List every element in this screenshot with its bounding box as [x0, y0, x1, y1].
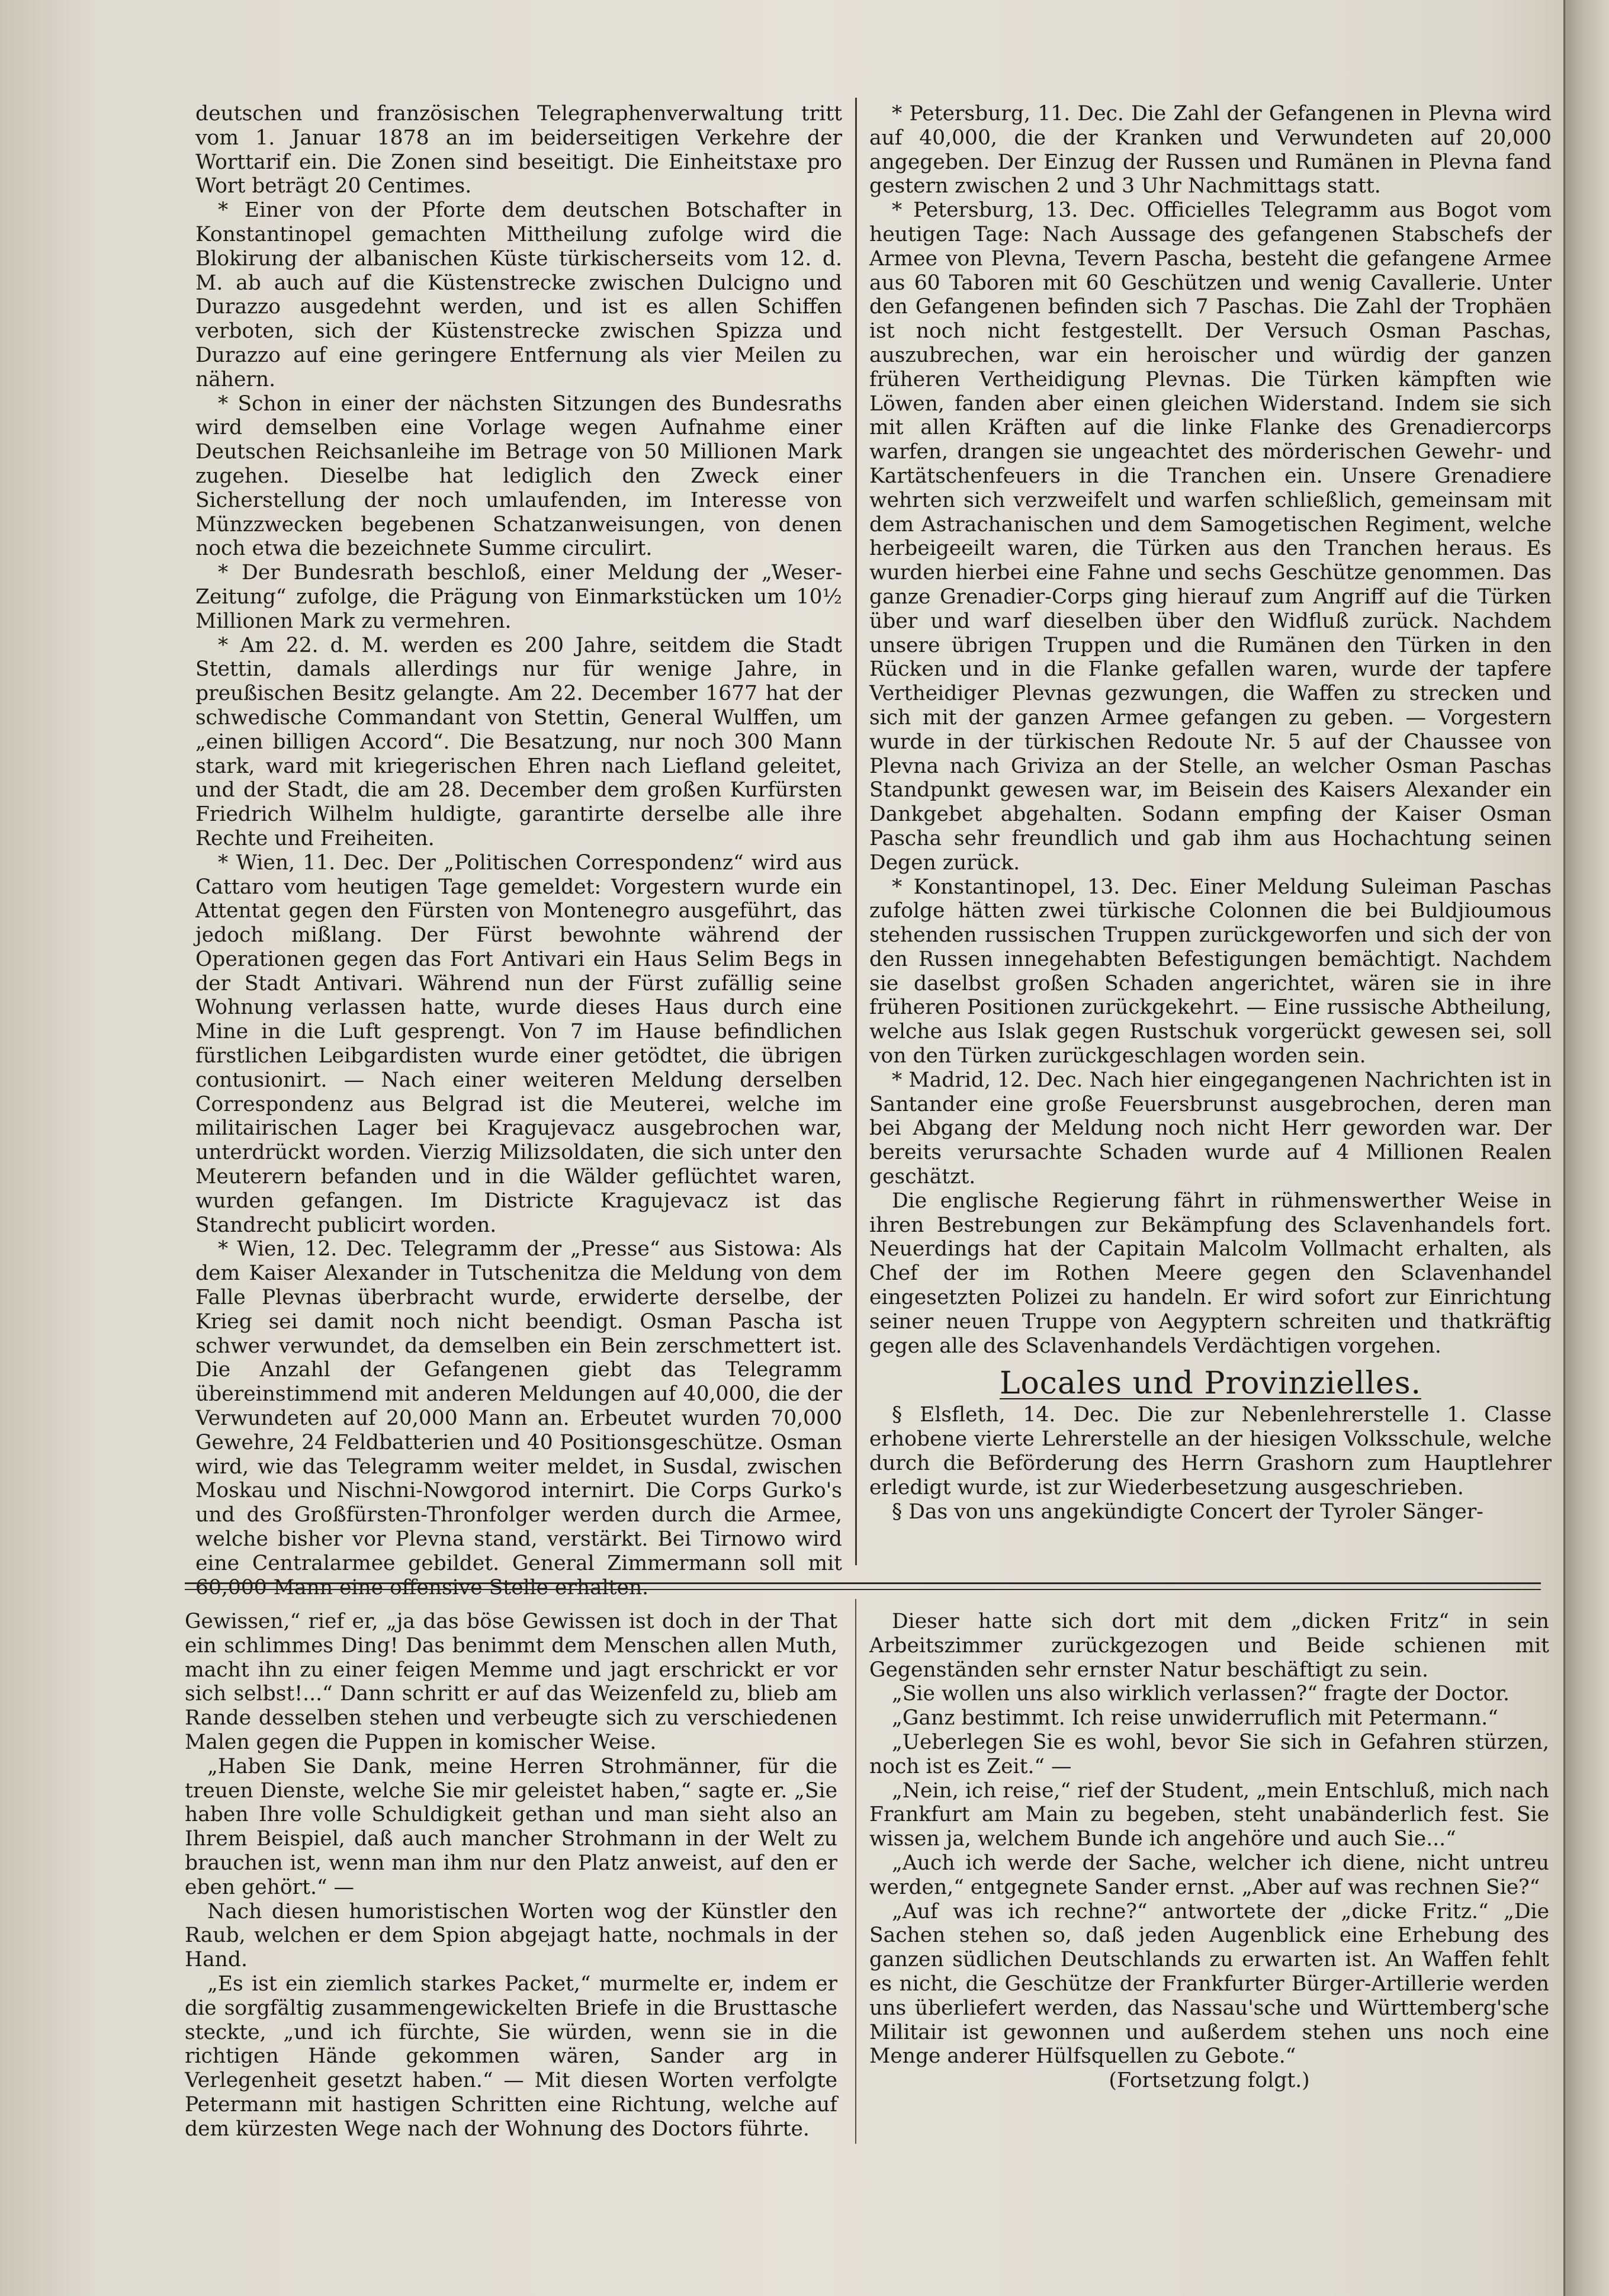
continuation-note: (Fortsetzung folgt.): [1109, 2069, 1310, 2093]
feuilleton-paragraph: Gewissen,“ rief er, „ja das böse Gewissen ist doch in der That ein schlimmes Ding! Das benimmt dem Menschen allen Muth, macht ihn zu einer feigen Memme und jagt erschrickt er vor sich selbst!...“ Dann schritt er auf das Weizenfeld zu, blieb am Rande desselben stehen und verbeugte sich zu verschiedenen Malen gegen die Puppen in komischer Weise.: [185, 1610, 837, 1754]
feuilleton-paragraph: „Nein, ich reise,“ rief der Student, „mein Entschluß, mich nach Frankfurt am Main zu begeben, steht unabänderlich fest. Sie wissen ja, welchem Bunde ich angehöre und auch Sie...“: [869, 1778, 1549, 1851]
feuilleton-column-right: [869, 1610, 1549, 2093]
feuilleton-paragraph: Dieser hatte sich dort mit dem „dicken Fritz“ in sein Arbeitszimmer zurückgezogen und Beide schienen mit Gegenständen sehr ernster Natur beschäftigt zu sein.: [869, 1610, 1549, 1682]
article-stettin: * Am 22. d. M. werden es 200 Jahre, seitdem die Stadt Stettin, damals allerdings nur für wenige Jahre, in preußischen Besitz gelangte. Am 22. December 1677 hat der schwedische Commandant von Stettin, General Wulffen, um „einen billigen Accord“. Die Besatzung, nur noch 300 Mann stark, ward mit kriegerischen Ehren nach Liefland geleitet, und der Stadt, die am 28. December dem großen Kurfürsten Friedrich Wilhelm huldigte, garantirte derselbe alle ihre Rechte und Freiheiten.: [195, 633, 842, 850]
section-heading: Locales und Provinzielles.: [999, 1366, 1422, 1402]
feuilleton-paragraph: „Sie wollen uns also wirklich verlassen?“ fragte der Doctor.: [892, 1682, 1510, 1706]
feuilleton-paragraph: Nach diesen humoristischen Worten wog der Künstler den Raub, welchen er dem Spion abgejagt hatte, nochmals in der Hand.: [185, 1899, 837, 1972]
article-petersburg-13: * Petersburg, 13. Dec. Officielles Telegramm aus Bogot vom heutigen Tage: Nach Aussage des gefangenen Stabschefs der Armee von Plevna, Tevern Pascha, besteht die gefangene Armee aus 60 Taboren mit 60 Geschützen und wenig Cavallerie. Unter den Gefangenen befinden sich 7 Paschas. Die Zahl der Trophäen ist noch nicht festgestellt. Der Versuch Osman Paschas, auszubrechen, war ein heroischer und würdig der ganzen früheren Vertheidigung Plevnas. Die Türken kämpften wie Löwen, fanden aber einen gleichen Widerstand. Indem sie sich mit allen Kräften auf die linke Flanke des Grenadiercorps warfen, drangen sie ungeachtet des mörderischen Gewehr- und Kartätschenfeuers in die Tranchen ein. Unsere Grenadiere wehrten sich verzweifelt und warfen schließlich, gemeinsam mit dem Astrachanischen und dem Samogetischen Regiment, welche herbeigeeilt waren, die Türken aus den Tranchen heraus. Es wurden hierbei eine Fahne und sechs Geschütze genommen. Das ganze Grenadier-Corps ging hierauf zum Angriff auf die Türken über und warf dieselben über den Widfluß zurück. Nachdem unsere übrigen Truppen und die Rumänen den Türken in den Rücken und in die Flanke gefallen waren, wurde der tapfere Vertheidiger Plevnas gezwungen, die Waffen zu strecken und sich mit der ganzen Armee gefangen zu geben. — Vorgestern wurde in der türkischen Redoute Nr. 5 auf der Chaussee von Plevna nach Griviza an der Stelle, an welcher Osman Paschas Standpunkt gewesen war, im Beisein des Kaisers Alexander ein Dankgebet abgehalten. Sodann empfing der Kaiser Osman Pascha sehr freundlich und gab ihm aus Hochachtung seinen Degen zurück.: [869, 198, 1552, 875]
feuilleton-paragraph: „Ganz bestimmt. Ich reise unwiderruflich mit Petermann.“: [892, 1706, 1498, 1730]
article-madrid: * Madrid, 12. Dec. Nach hier eingegangenen Nachrichten ist in Santander eine große Feuersbrunst ausgebrochen, deren man bei Abgang der Meldung noch nicht Herr geworden war. Der bereits verursachte Schaden wurde auf 4 Millionen Realen geschätzt.: [869, 1068, 1552, 1189]
feuilleton-paragraph: „Auch ich werde der Sache, welcher ich diene, nicht untreu werden,“ entgegnete Sander ernst. „Aber auf was rechnen Sie?“: [869, 1851, 1549, 1899]
column-divider: [855, 98, 857, 1565]
article-blockade-albania: * Einer von der Pforte dem deutschen Botschafter in Konstantinopel gemachten Mittheilung zufolge wird die Blokirung der albanischen Küste türkischerseits vom 12. d. M. ab auch auf die Küstenstrecke zwischen Dulcigno und Durazzo ausgedehnt werden, und ist es allen Schiffen verboten, sich der Küstenstrecke zwischen Spizza und Durazzo auf eine geringere Entfernung als vier Meilen zu nähern.: [195, 198, 842, 391]
adjacent-page-edge: [1563, 0, 1609, 2296]
feuilleton-paragraph: „Es ist ein ziemlich starkes Packet,“ murmelte er, indem er die sorgfältig zusammengewickelten Briefe in die Brusttasche steckte, „und ich fürchte, Sie würden, wenn sie in die richtigen Hände gekommen wären, Sander arg in Verlegenheit gesetzt haben.“ — Mit diesen Worten verfolgte Petermann mit hastigen Schritten eine Richtung, welche auf dem kürzesten Wege nach der Wohnung des Doctors führte.: [185, 1971, 837, 2141]
feuilleton-column-left: [185, 1610, 837, 2141]
article-concert: § Das von uns angekündigte Concert der Tyroler Sänger-: [892, 1499, 1483, 1524]
article-petersburg-11: * Petersburg, 11. Dec. Die Zahl der Gefangenen in Plevna wird auf 40,000, die der Kranken und Verwundeten auf 20,000 angegeben. Der Einzug der Russen und Rumänen in Plevna fand gestern zwischen 2 und 3 Uhr Nachmittags statt.: [869, 102, 1552, 198]
article-elsfleth: § Elsfleth, 14. Dec. Die zur Nebenlehrerstelle 1. Classe erhobene vierte Lehrerstelle an der hiesigen Volksschule, welche durch die Beförderung des Herrn Grashorn zum Hauptlehrer erledigt wurde, ist zur Wiederbesetzung ausgeschrieben.: [869, 1403, 1552, 1499]
feuilleton-paragraph: „Auf was ich rechne?“ antwortete der „dicke Fritz.“ „Die Sachen stehen so, daß jeden Augenblick eine Erhebung des ganzen südlichen Deutschlands zu erwarten ist. An Waffen fehlt es nicht, die Geschütze der Frankfurter Bürger-Artillerie werden uns überliefert werden, das Nassau'sche und Württemberg'sche Militair ist gewonnen und außerdem stehen uns noch eine Menge anderer Hülfsquellen zu Gebote.“: [869, 1899, 1549, 2069]
feuilleton-paragraph: „Ueberlegen Sie es wohl, bevor Sie sich in Gefahren stürzen, noch ist es Zeit.“ —: [869, 1730, 1549, 1778]
article-wien-12: * Wien, 12. Dec. Telegramm der „Presse“ aus Sistowa: Als dem Kaiser Alexander in Tutschenitza die Meldung von dem Falle Plevnas überbracht wurde, erwiderte derselbe, der Krieg sei damit noch nicht beendigt. Osman Pascha ist schwer verwundet, da demselben ein Bein zerschmettert ist. Die Anzahl der Gefangenen giebt das Telegramm übereinstimmend mit anderen Meldungen auf 40,000, die der Verwundeten auf 20,000 Mann an. Erbeutet wurden 70,000 Gewehre, 24 Feldbatterien und 40 Positionsgeschütze. Osman wird, wie das Telegramm weiter meldet, in Susdal, zwischen Moskau und Nischni-Nowgorod internirt. Die Corps Gurko's und des Großfürsten-Thronfolger werden durch die Armee, welche bisher vor Plevna stand, verstärkt. Bei Tirnowo wird eine Centralarmee gebildet. General Zimmermann soll mit 60,000 Mann eine offensive Stelle erhalten.: [195, 1237, 842, 1600]
news-column-right: [869, 102, 1552, 1524]
article-reichsanleihe: * Schon in einer der nächsten Sitzungen des Bundesraths wird demselben eine Vorlage wegen Aufnahme einer Deutschen Reichsanleihe im Betrage von 50 Millionen Mark zugehen. Dieselbe hat lediglich den Zweck einer Sicherstellung der noch umlaufenden, im Interesse von Münzzwecken begebenen Schatzanweisungen, von denen noch etwa die bezeichnete Summe circulirt.: [195, 391, 842, 561]
article-telegraph-tariff: deutschen und französischen Telegraphenverwaltung tritt vom 1. Januar 1878 an im beiderseitigen Verkehre der Worttarif ein. Die Zonen sind beseitigt. Die Einheitstaxe pro Wort beträgt 20 Centimes.: [195, 102, 842, 198]
feuilleton-separator: [185, 1582, 1541, 1590]
article-wien-11: * Wien, 11. Dec. Der „Politischen Correspondenz“ wird aus Cattaro vom heutigen Tage gemeldet: Vorgestern wurde ein Attentat gegen den Fürsten von Montenegro ausgeführt, das jedoch mißlang. Der Fürst bewohnte während der Operationen gegen das Fort Antivari ein Haus Selim Begs in der Stadt Antivari. Während nun der Fürst zufällig seine Wohnung verlassen hatte, wurde dieses Haus durch eine Mine in die Luft gesprengt. Von 7 im Hause befindlichen fürstlichen Leibgardisten wurde einer getödtet, die übrigen contusionirt. — Nach einer weiteren Meldung derselben Correspondenz aus Belgrad ist die Meuterei, welche im militairischen Lager bei Kragujevacz ausgebrochen war, unterdrückt worden. Vierzig Milizsoldaten, die sich unter den Meuterern befanden und in die Wälder geflüchtet waren, wurden gefangen. Im Districte Kragujevacz ist das Standrecht publicirt worden.: [195, 850, 842, 1237]
news-column-left: [195, 102, 842, 1600]
feuilleton-paragraph: „Haben Sie Dank, meine Herren Strohmänner, für die treuen Dienste, welche Sie mir geleistet haben,“ sagte er. „Sie haben Ihre volle Schuldigkeit gethan und man sieht also an Ihrem Beispiel, daß auch mancher Strohmann in der Welt zu brauchen ist, wenn man ihm nur den Platz anweist, auf den er eben gehört.“ —: [185, 1754, 837, 1899]
feuilleton-column-divider: [855, 1599, 856, 2144]
article-einmarkstuecke: * Der Bundesrath beschloß, einer Meldung der „Weser-Zeitung“ zufolge, die Prägung von Einmarkstücken um 10½ Millionen Mark zu vermehren.: [195, 561, 842, 633]
article-sclavenhandel: Die englische Regierung fährt in rühmenswerther Weise in ihren Bestrebungen zur Bekämpfung des Sclavenhandels fort. Neuerdings hat der Capitain Malcolm Vollmacht erhalten, als Chef der im Rothen Meere gegen den Sclavenhandel eingesetzten Polizei zu handeln. Er wird sofort zur Einrichtung seiner neuen Truppe von Aegyptern schreiten und thatkräftig gegen alle des Sclavenhandels Verdächtigen vorgehen.: [869, 1189, 1552, 1358]
article-konstantinopel: * Konstantinopel, 13. Dec. Einer Meldung Suleiman Paschas zufolge hätten zwei türkische Colonnen die bei Buldjioumous stehenden russischen Truppen zurückgeworfen und sich der von den Russen innegehabten Befestigungen bemächtigt. Nachdem sie daselbst großen Schaden angerichtet, wären sie in ihre früheren Positionen zurückgekehrt. — Eine russische Abtheilung, welche aus Islak gegen Rustschuk vorgerückt gewesen sei, soll von den Türken zurückgeschlagen worden sein.: [869, 875, 1552, 1068]
